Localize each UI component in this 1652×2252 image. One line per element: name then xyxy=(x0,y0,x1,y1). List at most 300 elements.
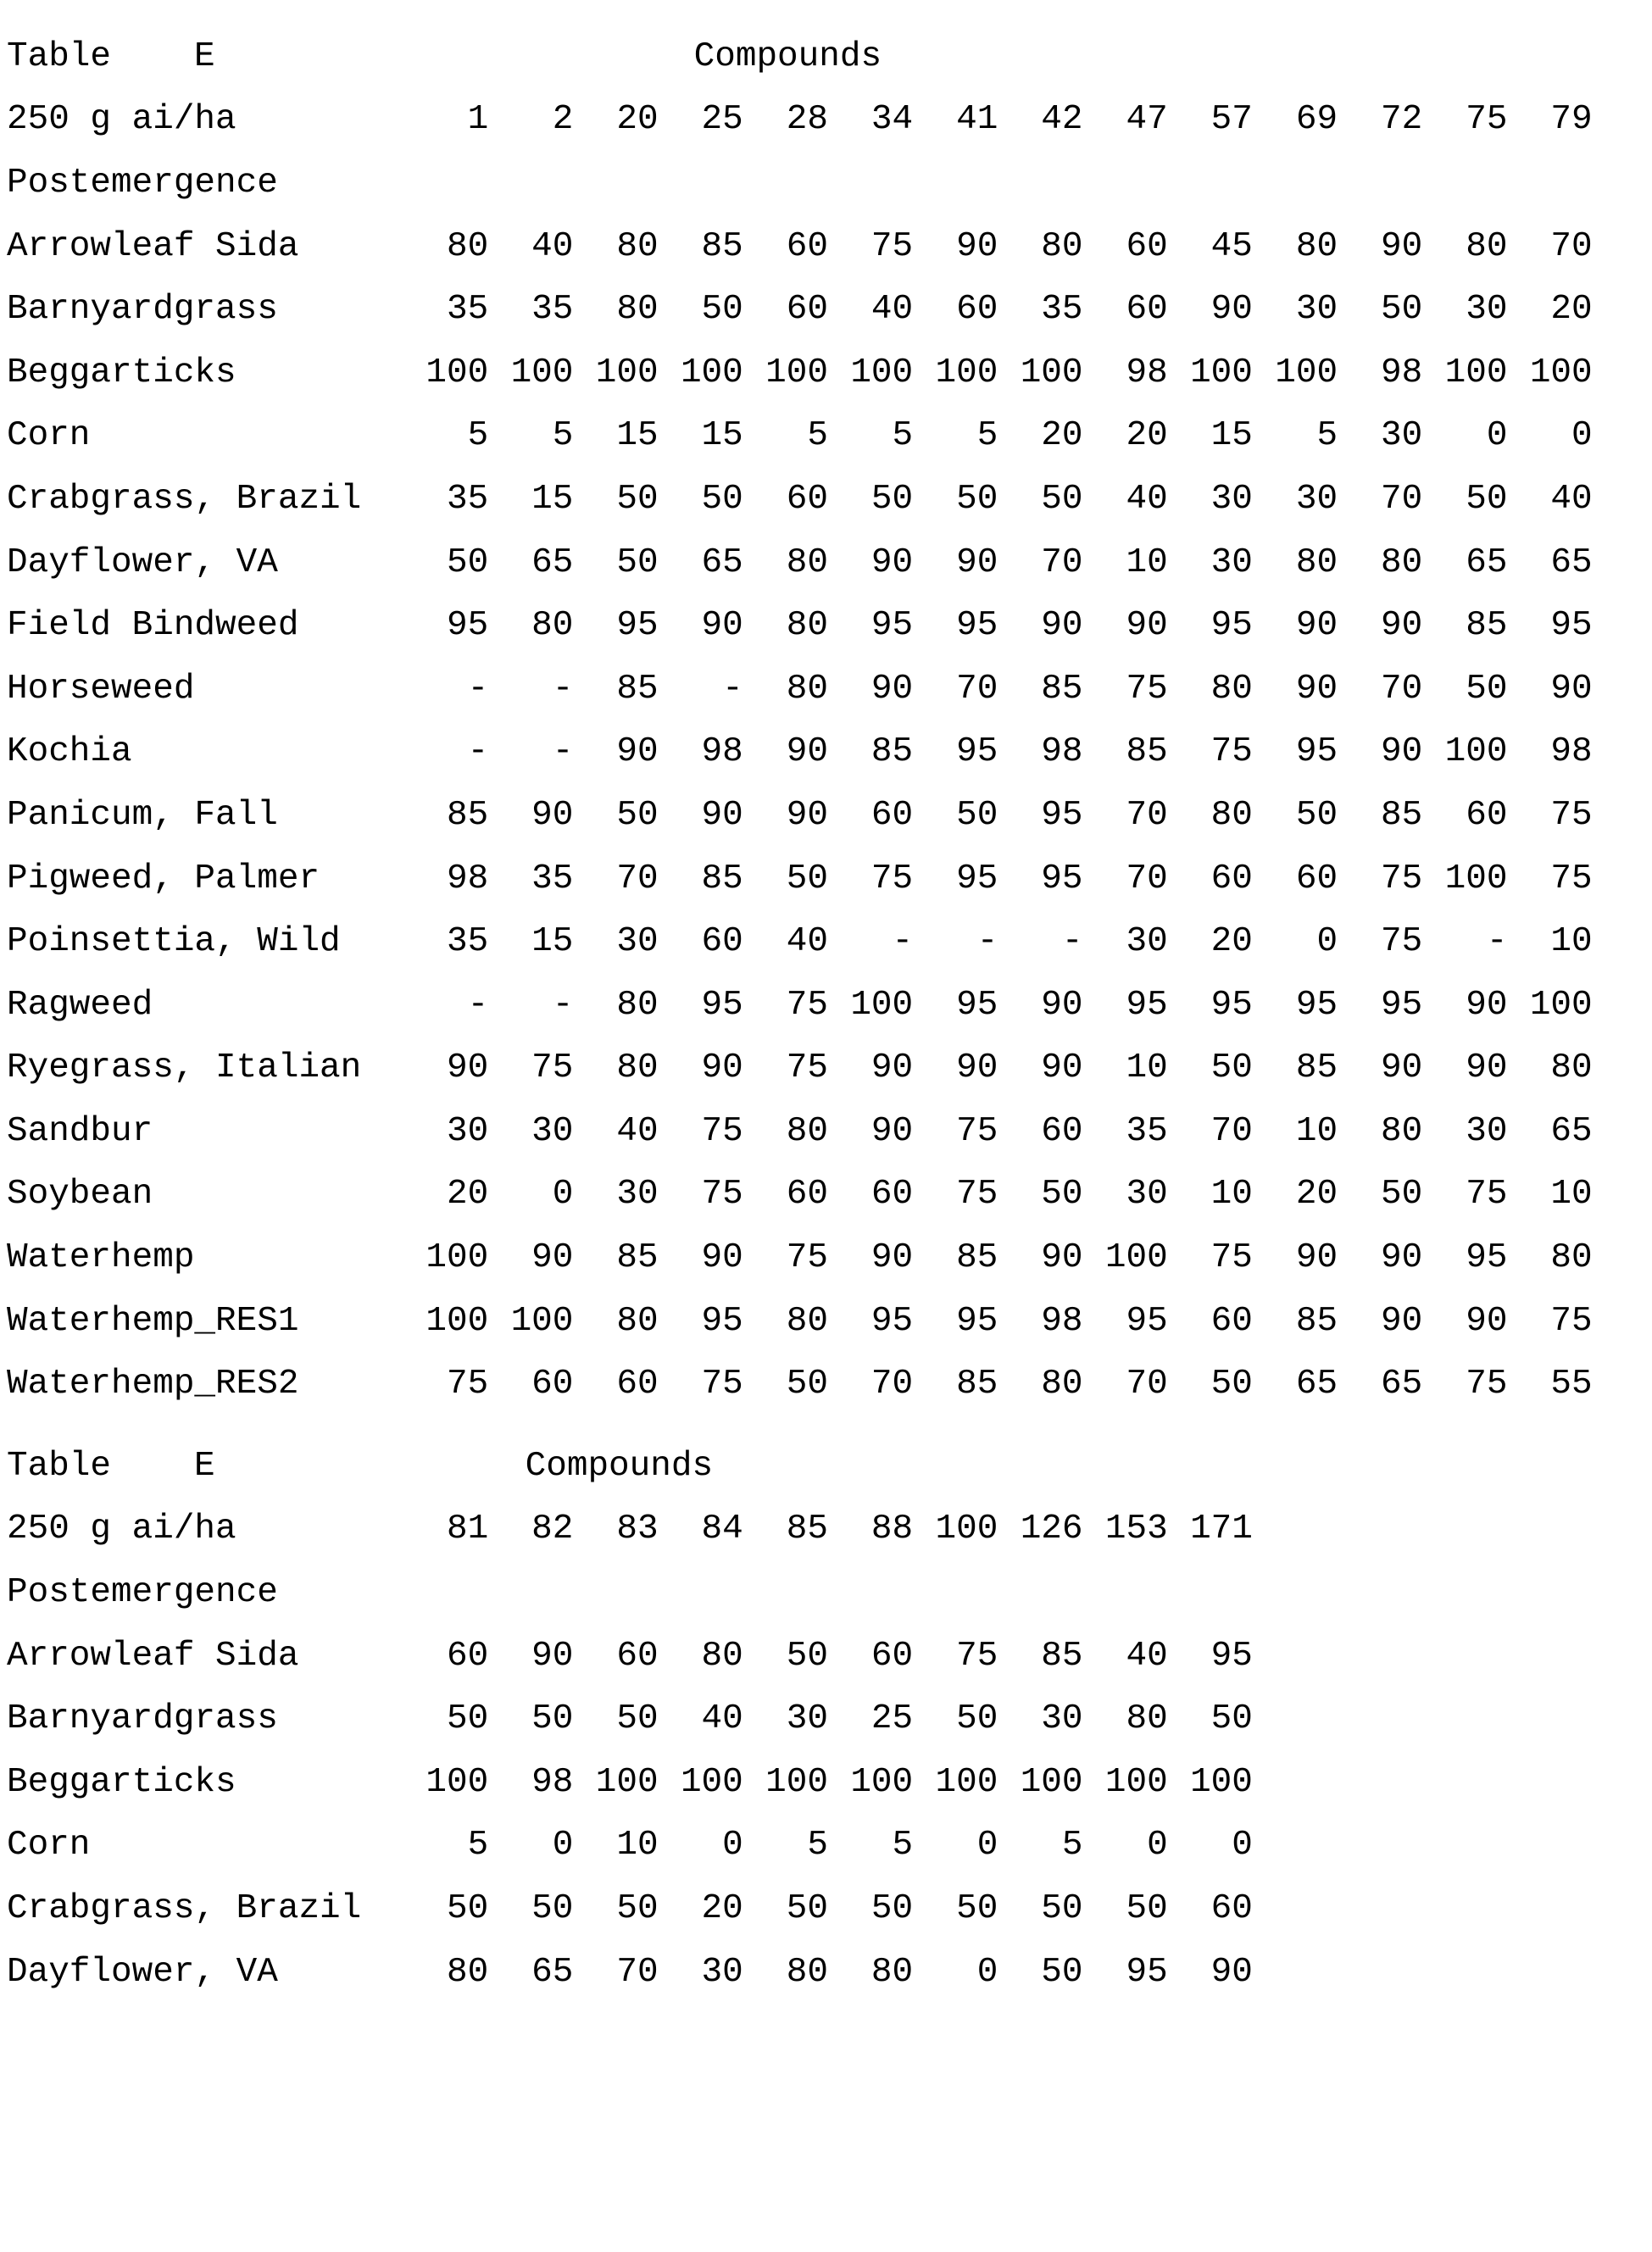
value-cell: 95 xyxy=(1041,795,1083,835)
value-cell: 95 xyxy=(1210,985,1253,1025)
value-cell: 80 xyxy=(1550,1238,1593,1278)
value-cell: 75 xyxy=(956,1111,998,1151)
value-cell: 0 xyxy=(552,1826,574,1866)
value-cell: 50 xyxy=(446,1699,489,1739)
value-cell: 65 xyxy=(531,1952,574,1992)
value-cell: 75 xyxy=(786,1048,828,1088)
value-cell: 50 xyxy=(701,290,743,330)
value-cell: 70 xyxy=(616,859,659,898)
value-cell: 5 xyxy=(467,416,489,456)
value-cell: 80 xyxy=(1210,669,1253,709)
value-cell: 75 xyxy=(1381,859,1423,898)
value-cell: 65 xyxy=(1381,1365,1423,1404)
value-cell: 100 xyxy=(850,985,914,1025)
value-cell: 20 xyxy=(1550,290,1593,330)
value-cell: 50 xyxy=(1295,795,1338,835)
value-cell: 100 xyxy=(510,353,574,392)
species-label: Beggarticks xyxy=(7,353,236,392)
compound-id: 1 xyxy=(467,100,489,140)
value-cell: 15 xyxy=(1210,416,1253,456)
value-cell: 100 xyxy=(426,353,489,392)
value-cell: 20 xyxy=(1041,416,1083,456)
table-row xyxy=(7,531,1593,595)
value-cell: 70 xyxy=(1210,1111,1253,1151)
value-cell: 0 xyxy=(1232,1826,1253,1866)
value-cell: 35 xyxy=(531,859,574,898)
value-cell: 85 xyxy=(1041,669,1083,709)
value-cell: 50 xyxy=(446,1889,489,1929)
value-cell: 90 xyxy=(786,732,828,772)
section-label: Postemergence xyxy=(7,1573,278,1613)
value-cell: 95 xyxy=(1126,985,1168,1025)
compound-id: 84 xyxy=(701,1510,743,1549)
value-cell: 90 xyxy=(701,606,743,646)
value-cell: 75 xyxy=(1210,732,1253,772)
table-body xyxy=(7,215,1593,1416)
value-cell: 100 xyxy=(510,1301,574,1341)
value-cell: 95 xyxy=(701,1301,743,1341)
value-cell: 95 xyxy=(956,985,998,1025)
value-cell: 100 xyxy=(1020,1762,1083,1802)
value-cell: 15 xyxy=(616,416,659,456)
table-row xyxy=(7,1625,1593,1688)
value-cell: 85 xyxy=(1295,1301,1338,1341)
species-label: Panicum, Fall xyxy=(7,795,278,835)
value-cell: 80 xyxy=(786,1111,828,1151)
species-label: Arrowleaf Sida xyxy=(7,226,299,266)
value-cell: - xyxy=(467,732,489,772)
value-cell: 95 xyxy=(1126,1301,1168,1341)
value-cell: 80 xyxy=(786,1301,828,1341)
value-cell: 75 xyxy=(701,1175,743,1215)
value-cell: 90 xyxy=(1381,1048,1423,1088)
value-cell: 90 xyxy=(1466,1048,1508,1088)
table-row xyxy=(7,468,1593,531)
value-cell: 50 xyxy=(1210,1699,1253,1739)
species-label: Poinsettia, Wild xyxy=(7,922,341,962)
value-cell: 15 xyxy=(531,922,574,962)
compound-id: 79 xyxy=(1550,100,1593,140)
value-cell: 100 xyxy=(680,1762,743,1802)
value-cell: 50 xyxy=(616,795,659,835)
value-cell: 35 xyxy=(446,290,489,330)
value-cell: 50 xyxy=(616,1699,659,1739)
value-cell: 80 xyxy=(531,606,574,646)
species-label: Kochia xyxy=(7,732,132,772)
value-cell: 100 xyxy=(426,1238,489,1278)
value-cell: 20 xyxy=(1126,416,1168,456)
value-cell: 80 xyxy=(1381,542,1423,582)
value-cell: 60 xyxy=(1126,226,1168,266)
value-cell: 100 xyxy=(1104,1762,1168,1802)
value-cell: 100 xyxy=(1529,985,1593,1025)
compound-id: 2 xyxy=(552,100,574,140)
compound-id: 42 xyxy=(1041,100,1083,140)
table-row xyxy=(7,1751,1593,1815)
value-cell: 80 xyxy=(870,1952,914,1992)
value-cell: 100 xyxy=(850,353,914,392)
value-cell: 90 xyxy=(1041,1048,1083,1088)
value-cell: 100 xyxy=(935,1762,998,1802)
value-cell: 80 xyxy=(786,606,828,646)
value-cell: 90 xyxy=(870,542,914,582)
value-cell: 60 xyxy=(531,1365,574,1404)
table-row xyxy=(7,784,1593,848)
section-label-row xyxy=(7,1561,1593,1625)
value-cell: 70 xyxy=(956,669,998,709)
species-label: Barnyardgrass xyxy=(7,290,278,330)
value-cell: 45 xyxy=(1210,226,1253,266)
value-cell: 5 xyxy=(807,416,828,456)
table-row xyxy=(7,1290,1593,1354)
value-cell: 98 xyxy=(1126,353,1168,392)
value-cell: 80 xyxy=(786,542,828,582)
value-cell: 60 xyxy=(446,1636,489,1676)
compounds-header: Compounds xyxy=(525,1446,714,1486)
value-cell: 95 xyxy=(1295,732,1338,772)
value-cell: 100 xyxy=(1275,353,1338,392)
value-cell: 70 xyxy=(1041,542,1083,582)
value-cell: 30 xyxy=(1295,479,1338,519)
value-cell: 90 xyxy=(1295,669,1338,709)
compound-id-row xyxy=(7,1499,1593,1562)
value-cell: 65 xyxy=(1295,1365,1338,1404)
value-cell: 10 xyxy=(1210,1175,1253,1215)
value-cell: 100 xyxy=(595,353,659,392)
value-cell: 90 xyxy=(956,1048,998,1088)
value-cell: 95 xyxy=(1381,985,1423,1025)
value-cell: 80 xyxy=(1466,226,1508,266)
value-cell: 35 xyxy=(531,290,574,330)
table-row xyxy=(7,278,1593,342)
value-cell: 0 xyxy=(722,1826,743,1866)
species-label: Crabgrass, Brazil xyxy=(7,1889,362,1929)
value-cell: 80 xyxy=(1126,1699,1168,1739)
value-cell: 90 xyxy=(1381,732,1423,772)
value-cell: 50 xyxy=(786,1636,828,1676)
value-cell: 50 xyxy=(446,542,489,582)
compound-id: 171 xyxy=(1190,1510,1253,1549)
value-cell: 40 xyxy=(1126,479,1168,519)
value-cell: 90 xyxy=(616,732,659,772)
value-cell: 90 xyxy=(1210,290,1253,330)
value-cell: 80 xyxy=(616,985,659,1025)
species-label: Beggarticks xyxy=(7,1762,236,1802)
value-cell: 90 xyxy=(1041,606,1083,646)
value-cell: 30 xyxy=(616,1175,659,1215)
value-cell: 98 xyxy=(531,1762,574,1802)
value-cell: 50 xyxy=(1041,1889,1083,1929)
value-cell: 5 xyxy=(1061,1826,1083,1866)
table-row xyxy=(7,1100,1593,1164)
value-cell: 98 xyxy=(701,732,743,772)
species-label: Sandbur xyxy=(7,1111,153,1151)
value-cell: 20 xyxy=(701,1889,743,1929)
value-cell: 75 xyxy=(1466,1175,1508,1215)
value-cell: 65 xyxy=(1466,542,1508,582)
value-cell: 50 xyxy=(1381,290,1423,330)
value-cell: 90 xyxy=(1466,1301,1508,1341)
value-cell: 30 xyxy=(1295,290,1338,330)
value-cell: 60 xyxy=(786,226,828,266)
value-cell: 70 xyxy=(1381,479,1423,519)
compound-id: 82 xyxy=(531,1510,574,1549)
value-cell: - xyxy=(892,922,914,962)
value-cell: 0 xyxy=(1571,416,1593,456)
value-cell: 75 xyxy=(956,1636,998,1676)
value-cell: 40 xyxy=(870,290,914,330)
table-row xyxy=(7,721,1593,785)
value-cell: 98 xyxy=(1550,732,1593,772)
value-cell: 50 xyxy=(956,1699,998,1739)
table-row xyxy=(7,1941,1593,2005)
value-cell: 50 xyxy=(1041,1952,1083,1992)
value-cell: 10 xyxy=(1126,542,1168,582)
value-cell: 95 xyxy=(446,606,489,646)
species-label: Horseweed xyxy=(7,669,195,709)
value-cell: 10 xyxy=(1550,922,1593,962)
value-cell: 35 xyxy=(1126,1111,1168,1151)
value-cell: 30 xyxy=(446,1111,489,1151)
value-cell: 90 xyxy=(956,542,998,582)
value-cell: 50 xyxy=(956,795,998,835)
value-cell: 70 xyxy=(1126,795,1168,835)
value-cell: 90 xyxy=(1295,606,1338,646)
table-row xyxy=(7,1877,1593,1941)
value-cell: 90 xyxy=(1381,226,1423,266)
species-label: Field Bindweed xyxy=(7,606,299,646)
species-label: Crabgrass, Brazil xyxy=(7,479,362,519)
value-cell: 0 xyxy=(1486,416,1508,456)
value-cell: 60 xyxy=(616,1365,659,1404)
value-cell: - xyxy=(552,732,574,772)
value-cell: 60 xyxy=(701,922,743,962)
value-cell: 50 xyxy=(786,1889,828,1929)
value-cell: 95 xyxy=(1210,1636,1253,1676)
value-cell: 85 xyxy=(701,859,743,898)
value-cell: 65 xyxy=(1550,1111,1593,1151)
value-cell: 5 xyxy=(892,416,914,456)
value-cell: 10 xyxy=(1126,1048,1168,1088)
value-cell: 90 xyxy=(870,1238,914,1278)
value-cell: 95 xyxy=(701,985,743,1025)
value-cell: 65 xyxy=(1550,542,1593,582)
value-cell: 80 xyxy=(786,1952,828,1992)
table-row xyxy=(7,1164,1593,1227)
value-cell: 15 xyxy=(701,416,743,456)
value-cell: 75 xyxy=(786,1238,828,1278)
table-title: Table xyxy=(7,1446,112,1486)
value-cell: 40 xyxy=(1126,1636,1168,1676)
value-cell: 90 xyxy=(701,1238,743,1278)
value-cell: 85 xyxy=(446,795,489,835)
value-cell: 0 xyxy=(552,1175,574,1215)
value-cell: 100 xyxy=(1444,353,1508,392)
value-cell: 50 xyxy=(701,479,743,519)
value-cell: 35 xyxy=(1041,290,1083,330)
compound-id: 72 xyxy=(1381,100,1423,140)
value-cell: 80 xyxy=(1295,226,1338,266)
value-cell: 80 xyxy=(616,226,659,266)
value-cell: 98 xyxy=(1381,353,1423,392)
value-cell: 90 xyxy=(956,226,998,266)
value-cell: 50 xyxy=(531,1699,574,1739)
value-cell: 85 xyxy=(1126,732,1168,772)
value-cell: 95 xyxy=(956,1301,998,1341)
table-row xyxy=(7,405,1593,469)
value-cell: - xyxy=(467,985,489,1025)
value-cell: 80 xyxy=(446,1952,489,1992)
species-label: Dayflower, VA xyxy=(7,1952,278,1992)
compound-id: 88 xyxy=(870,1510,914,1549)
value-cell: 60 xyxy=(1041,1111,1083,1151)
value-cell: 100 xyxy=(850,1762,914,1802)
value-cell: 80 xyxy=(1295,542,1338,582)
species-label: Barnyardgrass xyxy=(7,1699,278,1739)
value-cell: 75 xyxy=(701,1365,743,1404)
value-cell: 60 xyxy=(1210,859,1253,898)
table-row xyxy=(7,848,1593,911)
value-cell: 60 xyxy=(870,1175,914,1215)
value-cell: 40 xyxy=(701,1699,743,1739)
value-cell: 40 xyxy=(616,1111,659,1151)
value-cell: 90 xyxy=(1381,606,1423,646)
value-cell: 95 xyxy=(1210,606,1253,646)
value-cell: 5 xyxy=(1316,416,1338,456)
value-cell: 100 xyxy=(765,1762,828,1802)
value-cell: 30 xyxy=(1210,479,1253,519)
value-cell: 50 xyxy=(956,479,998,519)
value-cell: 90 xyxy=(786,795,828,835)
value-cell: 90 xyxy=(1126,606,1168,646)
value-cell: 30 xyxy=(1126,922,1168,962)
value-cell: 98 xyxy=(446,859,489,898)
value-cell: 60 xyxy=(786,1175,828,1215)
value-cell: 70 xyxy=(1126,859,1168,898)
value-cell: 75 xyxy=(1466,1365,1508,1404)
value-cell: 80 xyxy=(786,669,828,709)
value-cell: 75 xyxy=(701,1111,743,1151)
value-cell: 75 xyxy=(1550,1301,1593,1341)
species-label: Waterhemp_RES2 xyxy=(7,1365,299,1404)
value-cell: 90 xyxy=(1381,1238,1423,1278)
value-cell: 50 xyxy=(870,1889,914,1929)
value-cell: - xyxy=(722,669,743,709)
value-cell: 60 xyxy=(956,290,998,330)
value-cell: 85 xyxy=(870,732,914,772)
value-cell: 95 xyxy=(870,606,914,646)
table-row xyxy=(7,910,1593,974)
value-cell: 98 xyxy=(1041,732,1083,772)
value-cell: 60 xyxy=(870,795,914,835)
value-cell: 90 xyxy=(701,795,743,835)
value-cell: - xyxy=(552,669,574,709)
value-cell: 50 xyxy=(786,859,828,898)
value-cell: 85 xyxy=(1381,795,1423,835)
value-cell: 15 xyxy=(531,479,574,519)
value-cell: 75 xyxy=(1550,795,1593,835)
table-row xyxy=(7,1037,1593,1101)
value-cell: 98 xyxy=(1041,1301,1083,1341)
value-cell: 90 xyxy=(1041,985,1083,1025)
table-row xyxy=(7,215,1593,279)
value-cell: 90 xyxy=(1381,1301,1423,1341)
value-cell: 90 xyxy=(531,1238,574,1278)
value-cell: 50 xyxy=(1381,1175,1423,1215)
species-label: Waterhemp xyxy=(7,1238,195,1278)
value-cell: 60 xyxy=(1295,859,1338,898)
compound-id: 153 xyxy=(1104,1510,1168,1549)
value-cell: 90 xyxy=(870,669,914,709)
value-cell: 50 xyxy=(1041,1175,1083,1215)
section-label: Postemergence xyxy=(7,163,278,203)
value-cell: 60 xyxy=(1126,290,1168,330)
value-cell: 60 xyxy=(786,479,828,519)
value-cell: 30 xyxy=(1466,290,1508,330)
value-cell: 100 xyxy=(1444,859,1508,898)
value-cell: 30 xyxy=(1126,1175,1168,1215)
value-cell: 60 xyxy=(786,290,828,330)
value-cell: 95 xyxy=(956,859,998,898)
value-cell: 95 xyxy=(1550,606,1593,646)
compound-id: 83 xyxy=(616,1510,659,1549)
value-cell: 70 xyxy=(1550,226,1593,266)
value-cell: 95 xyxy=(616,606,659,646)
value-cell: 40 xyxy=(1550,479,1593,519)
compound-id: 41 xyxy=(956,100,998,140)
value-cell: 95 xyxy=(1466,1238,1508,1278)
value-cell: 100 xyxy=(426,1762,489,1802)
value-cell: 100 xyxy=(595,1762,659,1802)
value-cell: 50 xyxy=(1126,1889,1168,1929)
value-cell: 90 xyxy=(1210,1952,1253,1992)
table-id: E xyxy=(194,36,215,76)
compound-id: 47 xyxy=(1126,100,1168,140)
species-label: Corn xyxy=(7,1826,91,1866)
value-cell: 30 xyxy=(701,1952,743,1992)
value-cell: 75 xyxy=(956,1175,998,1215)
value-cell: 75 xyxy=(1210,1238,1253,1278)
document-page xyxy=(7,25,1593,2004)
value-cell: 80 xyxy=(701,1636,743,1676)
compound-id: 57 xyxy=(1210,100,1253,140)
value-cell: 90 xyxy=(446,1048,489,1088)
value-cell: 100 xyxy=(426,1301,489,1341)
value-cell: 95 xyxy=(1041,859,1083,898)
value-cell: 95 xyxy=(956,606,998,646)
value-cell: 70 xyxy=(616,1952,659,1992)
value-cell: 50 xyxy=(956,1889,998,1929)
value-cell: 85 xyxy=(1295,1048,1338,1088)
value-cell: 30 xyxy=(616,922,659,962)
value-cell: 80 xyxy=(616,1048,659,1088)
value-cell: 80 xyxy=(1041,226,1083,266)
compounds-header: Compounds xyxy=(693,36,882,76)
compound-id: 20 xyxy=(616,100,659,140)
value-cell: 85 xyxy=(701,226,743,266)
value-cell: 60 xyxy=(1210,1889,1253,1929)
value-cell: 85 xyxy=(616,1238,659,1278)
value-cell: 85 xyxy=(1041,1636,1083,1676)
value-cell: 90 xyxy=(531,1636,574,1676)
value-cell: 80 xyxy=(1210,795,1253,835)
value-cell: 80 xyxy=(446,226,489,266)
species-label: Waterhemp_RES1 xyxy=(7,1301,299,1341)
value-cell: - xyxy=(1486,922,1508,962)
value-cell: 85 xyxy=(956,1238,998,1278)
rate-label: 250 g ai/ha xyxy=(7,1510,236,1549)
compound-id: 85 xyxy=(786,1510,828,1549)
